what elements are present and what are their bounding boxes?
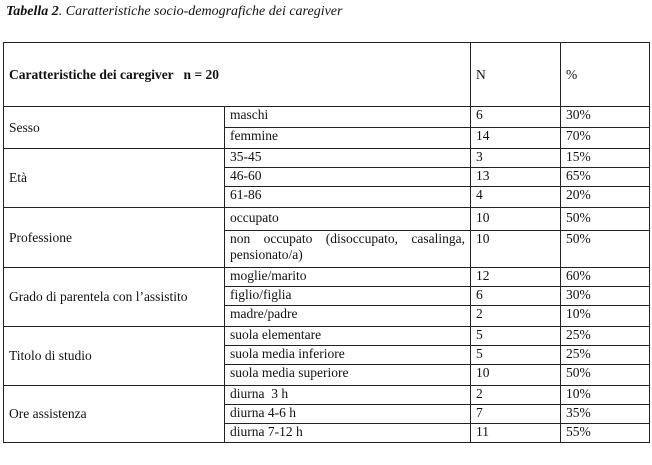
n-cell: 11 <box>471 424 561 443</box>
n-cell: 7 <box>471 405 561 424</box>
pct-cell: 70% <box>561 128 650 149</box>
category-cell: occupato <box>225 208 471 231</box>
category-cell: diurna 4-6 h <box>225 405 471 424</box>
category-cell: suola elementare <box>225 327 471 346</box>
n-cell: 2 <box>471 306 561 327</box>
pct-cell: 50% <box>561 231 650 268</box>
header-row <box>4 43 650 107</box>
pct-cell: 35% <box>561 405 650 424</box>
group-label: Grado di parentela con l’assistito <box>4 268 225 327</box>
category-cell: 35-45 <box>225 149 471 168</box>
table-row <box>4 149 650 168</box>
category-cell: 61-86 <box>225 187 471 208</box>
n-cell: 3 <box>471 149 561 168</box>
n-cell: 5 <box>471 327 561 346</box>
pct-cell: 10% <box>561 386 650 405</box>
n-cell: 5 <box>471 346 561 365</box>
group-label: Sesso <box>4 107 225 149</box>
n-cell: 12 <box>471 268 561 287</box>
caption-label: Tabella 2 <box>6 4 59 19</box>
pct-cell: 15% <box>561 149 650 168</box>
pct-cell: 60% <box>561 268 650 287</box>
caregiver-table <box>3 42 650 443</box>
pct-cell: 25% <box>561 346 650 365</box>
table-row <box>4 386 650 405</box>
category-cell: figlio/figlia <box>225 287 471 306</box>
pct-cell: 50% <box>561 208 650 231</box>
group-label: Titolo di studio <box>4 327 225 386</box>
header-n: N <box>471 43 561 107</box>
category-cell: 46-60 <box>225 168 471 187</box>
pct-cell: 55% <box>561 424 650 443</box>
table-row <box>4 327 650 346</box>
pct-cell: 65% <box>561 168 650 187</box>
pct-cell: 25% <box>561 327 650 346</box>
table-caption <box>6 4 342 20</box>
pct-cell: 30% <box>561 107 650 128</box>
header-pct: % <box>561 43 650 107</box>
table-row <box>4 208 650 231</box>
category-cell: maschi <box>225 107 471 128</box>
category-cell: non occupato (disoccupato, casalinga, pensionato/a) <box>225 231 471 268</box>
group-label: Ore assistenza <box>4 386 225 443</box>
category-cell: moglie/marito <box>225 268 471 287</box>
pct-cell: 20% <box>561 187 650 208</box>
table-row <box>4 107 650 128</box>
n-cell: 4 <box>471 187 561 208</box>
category-cell: suola media inferiore <box>225 346 471 365</box>
n-cell: 10 <box>471 208 561 231</box>
group-label: Professione <box>4 208 225 268</box>
header-title: Caratteristiche dei caregiver n = 20 <box>4 43 471 107</box>
category-cell: suola media superiore <box>225 365 471 386</box>
n-cell: 6 <box>471 107 561 128</box>
category-cell: madre/padre <box>225 306 471 327</box>
pct-cell: 10% <box>561 306 650 327</box>
category-cell: diurna 7-12 h <box>225 424 471 443</box>
pct-cell: 30% <box>561 287 650 306</box>
group-label: Età <box>4 149 225 208</box>
n-cell: 13 <box>471 168 561 187</box>
table-row <box>4 268 650 287</box>
caption-text: . Caratteristiche socio-demografiche dei caregiver <box>58 4 343 19</box>
n-cell: 6 <box>471 287 561 306</box>
category-cell: femmine <box>225 128 471 149</box>
pct-cell: 50% <box>561 365 650 386</box>
n-cell: 10 <box>471 231 561 268</box>
category-cell: diurna 3 h <box>225 386 471 405</box>
n-cell: 2 <box>471 386 561 405</box>
n-cell: 14 <box>471 128 561 149</box>
n-cell: 10 <box>471 365 561 386</box>
